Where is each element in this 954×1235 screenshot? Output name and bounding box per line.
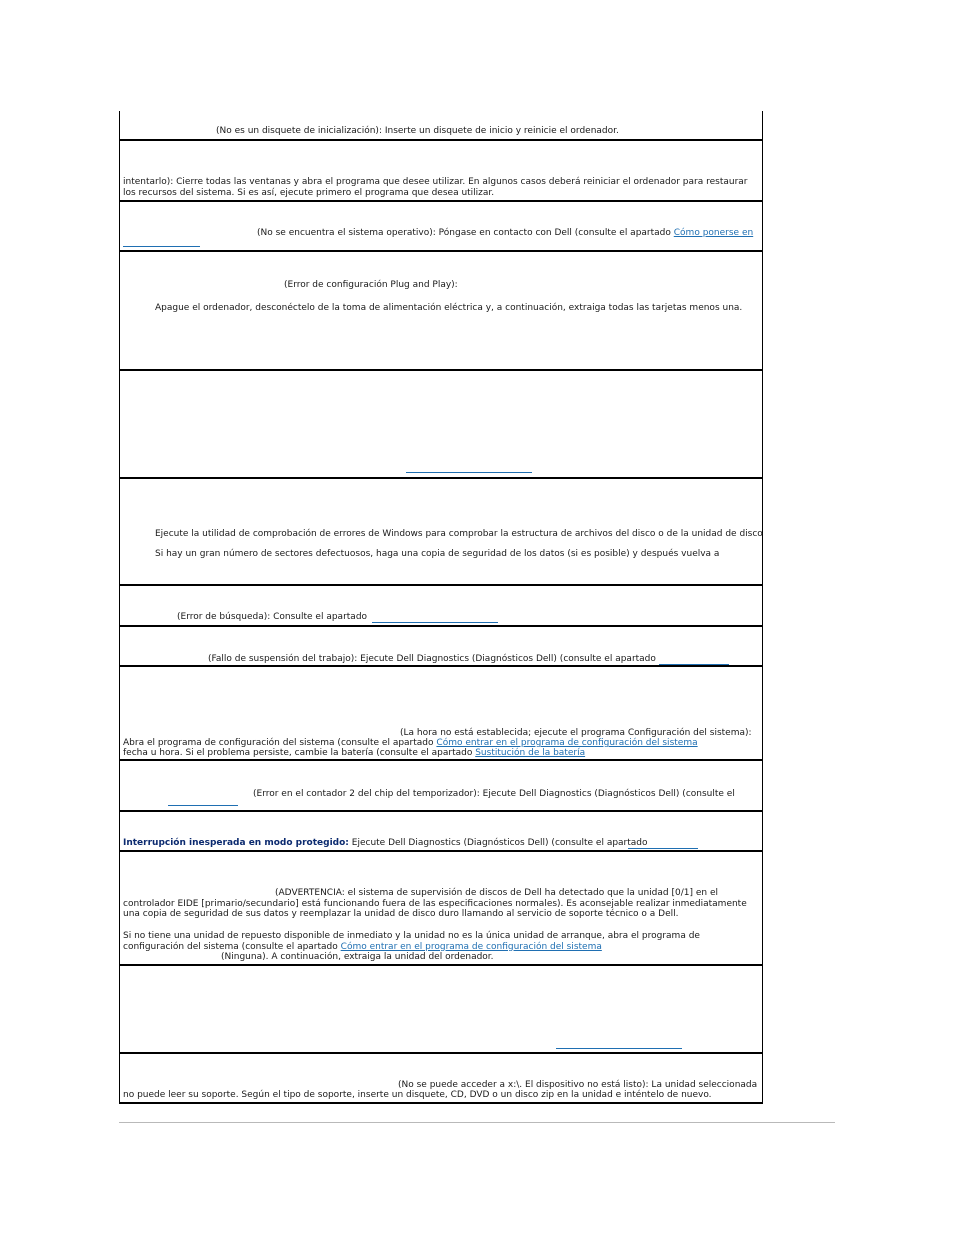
- row-text: (No se encuentra el sistema operativo): Póngase en contacto con Dell (consulte el apartado Cómo ponerse en: [257, 228, 754, 238]
- row-text: (Error en el contador 2 del chip del temporizador): Ejecute Dell Diagnostics (Diagnósticos Dell) (consulte el: [253, 789, 735, 799]
- row-title: (Error de configuración Plug and Play):: [284, 280, 458, 290]
- row-text: (Fallo de suspensión del trabajo): Ejecute Dell Diagnostics (Diagnósticos Dell) (consulte el apartado: [208, 654, 656, 664]
- table-row: [120, 761, 762, 812]
- row-text: (No es un disquete de inicialización): Inserte un disquete de inicio y reinicie el ordenador.: [216, 126, 619, 136]
- table-row: [120, 111, 762, 141]
- table-row: [120, 252, 762, 371]
- link-underline[interactable]: [659, 664, 729, 665]
- table-row: [120, 202, 762, 252]
- row-step: Ejecute la utilidad de comprobación de errores de Windows para comprobar la estructura de archivos del disco o de la unidad de disco: [155, 529, 763, 539]
- table-row: [120, 1054, 762, 1104]
- table-row: [120, 479, 762, 586]
- row-text: (Ninguna). A continuación, extraiga la unidad del ordenador.: [221, 952, 494, 962]
- table-row: [120, 966, 762, 1054]
- row-text: (La hora no está establecida; ejecute el programa Configuración del sistema):: [400, 728, 752, 738]
- row-text: Interrupción inesperada en modo protegido: Ejecute Dell Diagnostics (Diagnósticos Dell) (consulte el apartado: [123, 838, 648, 848]
- row-paragraph: Si no tiene una unidad de repuesto disponible de inmediato y la unidad no es la única unidad de arranque, abra el programa de configuración del sistema (consulte el apartado Cómo entrar en el programa de configuración del sistema: [123, 931, 700, 952]
- table-row: [120, 667, 762, 761]
- error-title: Interrupción inesperada en modo protegido:: [123, 838, 349, 848]
- battery-replacement-link[interactable]: Sustitución de la batería: [475, 748, 586, 758]
- footer-divider: [119, 1122, 835, 1123]
- table-row: [120, 141, 762, 202]
- row-step: Apague el ordenador, desconéctelo de la toma de alimentación eléctrica y, a continuación, extraiga todas las tarjetas menos una.: [155, 303, 743, 313]
- contact-dell-link[interactable]: Cómo ponerse en: [673, 228, 754, 238]
- link-underline[interactable]: [556, 1048, 682, 1049]
- system-setup-link[interactable]: Cómo entrar en el programa de configuración del sistema: [340, 941, 602, 952]
- system-setup-link[interactable]: Cómo entrar en el programa de configuración del sistema: [436, 738, 698, 748]
- link-underline[interactable]: [168, 805, 238, 806]
- table-row: [120, 371, 762, 479]
- row-text: no puede leer su soporte. Según el tipo de soporte, inserte un disquete, CD, DVD o un disco zip en la unidad e inténtelo de nuevo.: [123, 1090, 712, 1100]
- link-underline[interactable]: [628, 848, 698, 849]
- row-paragraph: (ADVERTENCIA: el sistema de supervisión de discos de Dell ha detectado que la unidad [0/1] en el controlador EIDE [primario/secundario] está funcionando fuera de las especificaciones normales). Es aconsejable realizar inmediatamente una copia de seguridad de sus datos y reemplazar la unidad de disco duro llamando al servicio de soporte técnico o a Dell.: [123, 888, 747, 919]
- row-step: Si hay un gran número de sectores defectuosos, haga una copia de seguridad de los datos (si es posible) y después vuelva a: [155, 549, 720, 559]
- link-underline[interactable]: [123, 246, 200, 247]
- link-underline[interactable]: [372, 622, 498, 623]
- row-text: fecha u hora. Si el problema persiste, cambie la batería (consulte el apartado Sustitución de la batería: [123, 748, 586, 758]
- table-row: [120, 627, 762, 667]
- row-text: intentarlo): Cierre todas las ventanas y abra el programa que desee utilizar. En algunos casos deberá reiniciar el ordenador para restaurar los recursos del sistema. Si es así, ejecute primero el programa que desea utilizar.: [123, 177, 748, 198]
- table-row: [120, 852, 762, 966]
- table-row: [120, 586, 762, 627]
- link-underline[interactable]: [406, 472, 532, 473]
- error-message-table: [119, 111, 763, 1104]
- table-row: [120, 812, 762, 852]
- row-text: (Error de búsqueda): Consulte el apartado: [177, 612, 368, 622]
- row-text: Abra el programa de configuración del sistema (consulte el apartado Cómo entrar en el programa de configuración del sistema: [123, 738, 698, 748]
- row-text: (No se puede acceder a x:\. El dispositivo no está listo): La unidad seleccionada: [398, 1080, 758, 1090]
